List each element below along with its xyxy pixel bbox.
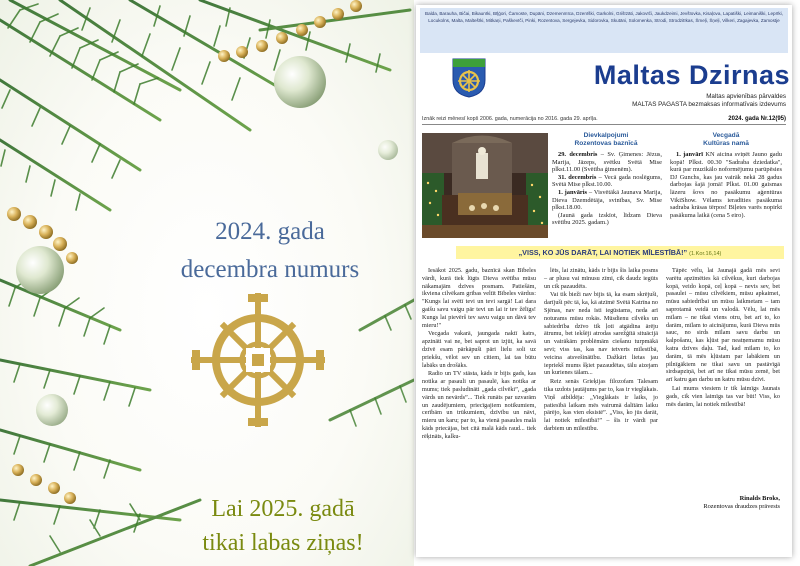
- headline-text: „VISS, KO JŪS DARĀT, LAI NOTIEK MĪLESTĪBĀ!”: [518, 248, 688, 257]
- masthead-subtitle2: MALTAS PAGASTA bezmaksas informatīvais izdevums: [632, 101, 786, 108]
- masthead-subtitle1: Maltas apvienības pārvaldes: [706, 93, 786, 100]
- mill-wheel-emblem: [188, 290, 328, 430]
- church-column-heading: [548, 132, 664, 148]
- article-paragraph: Radio un TV stāsta, kāds ir bijis gads, kas notika ar pasauli un pasaulē, kas notika ar mums; tiek pasludināti „gada cilvēki”, „gada vārds un nevārds”... Tiek runāts par uzvarām un zaudējumiem, priecīgajiem notikumiem, cerībām un trūkumiem, dzīvību un nāvi, mieru un karu; par to, ka vienā pasaules malā kāds priecājas, bet citā malā kāds raud... tiek rēķināts, kalku-: [422, 370, 536, 440]
- culture-column-heading: [666, 132, 786, 148]
- article-paragraph: Vai tik bieži nav bijis tā, ka esam skrējuši, darījuši pēc tā, ka, kā atzīmē Svētā Katrīna no Sjēnas, nav neda īsti iegūstams, neda arī noturams mūsu rokās. Mūsdienu cilvēks un sabiedrība dzīvo tik ļoti atgādina ārēju ātrumu, bet iekšēji atrodas sarežģītā situācijā un vairākām problēmām ciešanu turpmākā sevi; viss tas, kas nav ietverts mīlestībā, veicina atsvešinātību. Dažkārt lietas jau iepriekš mums šķiet pazaudētas, tālu aizejam un kurienes tālam...: [544, 291, 658, 377]
- signature-role: Rozentovas draudzes prāvests: [703, 503, 780, 510]
- church-heading-line1: Dievkalpojumi: [583, 132, 629, 139]
- church-date-2: 31. decembris: [558, 173, 597, 181]
- article-headline: [456, 246, 784, 259]
- church-text-1: – Sv. Ģimenes: Jēzus, Marija, Jāzeps, svētku Svētā Mise plkst.11.00 (Svētība ģimenēm).: [552, 151, 662, 174]
- new-year-wish-line1: Lai 2025. gadā: [211, 496, 355, 522]
- newspaper-front-page: [416, 5, 792, 557]
- church-heading-line2: Rozentovas baznīcā: [574, 140, 638, 147]
- issue-title-line1: 2024. gada: [215, 218, 325, 245]
- church-text-4: (Jaunā gada izskīot, līdzam Dieva svētību 2025. gadam.): [552, 211, 662, 227]
- issue-info-bar: [422, 116, 786, 125]
- article-paragraph: lēts, lai zinātu, kāds ir bijis šis laika posms – ar plusu vai mīnusu zīmi, cik daudz iegūts un cik pazaudēts.: [544, 267, 658, 290]
- article-paragraph: Lai mums viesiem ir tik laimīgs Jaunais gads, cik vien laimīgs tas var būt! Viss, ko mēs darām, lai notiek mīlestībā!: [666, 384, 780, 408]
- masthead-title: Maltas Dzirnas: [593, 60, 790, 90]
- issue-number: 2024. gada Nr.12(95): [728, 116, 786, 122]
- issue-title-line2: decembra numurs: [180, 256, 360, 283]
- municipal-crest-icon: [452, 58, 486, 98]
- church-date-1: 29. decembris: [558, 151, 598, 158]
- culture-heading-line1: Vecgadā: [712, 132, 740, 139]
- church-nativity-photo: [422, 133, 548, 238]
- new-year-wish-line2: tikai labas ziņas!: [202, 530, 364, 556]
- church-text-3: – Visvētākā Jaunava Marija, Dieva Dzemdētāja, svinības, Sv. Mise plkst.18.00.: [552, 188, 663, 212]
- article-paragraph: Tāpēc vēlu, lai Jaunajā gadā mēs sevi varētu apzīmēties kā cilvēkus, kuri darbojas kopā, veido kopā, ceļ kopā – nevis sev, bet pasaulei – mūsu cilvēkiem, mūsu apkaimei, mūsu sabiedrībai un mūsu laikmetam – tam saprotamā veidā un valodā. Vēlu, lai mēs mīlam – ne tikai viens otru, bet arī to, ko darām, mīlam to aicinājumu, kurā Dieva mūs sauc, no sirds mīlam savu darbu un kalpošanu, kas kļūst par neatņemamu mūsu katra dzīves daļu. Tad, kad mīlam to, ko darām, tā mēs kļūstam par labākiem un pilnīgākiem ne tikai savu un pastāvīgā sirdsapziņā, bet arī ne tikai mūsu zemē, bet arī katru gan darbu un katru mūsu dzīvi.: [666, 267, 780, 384]
- headline-reference: (1.Kor.16,14): [689, 251, 722, 257]
- village-list-banner: Balda, Barauha, Bičai, Bikaunīki, Bīļģori, Čamoste, Dupāni, Dzemenmīca, Dzenīški, Garkolni, Grišīzāti, Jakovīči, Jaukdzeimi, Jevšīovka, Kisaļova, Lapatiški, Leimaniški, Leprīki, Locukolns, Malta, Maltešīki, Mitkaņi, Paškevīči, Pinki, Rozentova, Sergejevka, Sidorovka, Skutāni, Solomenka, Strodi, Strodzitīkas, Šmeļi, Šņeļi, Vilkeri, Zagajevka, Zamostje: [420, 8, 788, 53]
- article-paragraph: Iesākot 2025. gadu, baznīcā skan Bībeles vārdi, kurā tiek lūgts Dieva svētība mūsu nākamajām dzīves posmam. Patiešām, ikviena cilvēkam gribas veltīt Bībeles vārdus: "Kungs lai svētī tevi un tevi sargā! Lai dara gaišu savu vaigu pār tevi un lai ir tev žēlīgs! Kungs lai pievērš tev savu vaigu un dāvā tev mieru!": [422, 267, 536, 329]
- culture-date-1: 1. janvārī: [676, 151, 704, 158]
- article-signature: [666, 495, 780, 511]
- culture-heading-line2: Kultūras namā: [703, 140, 749, 147]
- article-column-2: [544, 267, 658, 434]
- article-column-1: [422, 267, 536, 442]
- church-text-2: – Vecā gada noslēgums, Svētā Mise plkst.10.00.: [552, 173, 662, 189]
- signature-name: Rinalds Broks,: [739, 495, 780, 502]
- article-paragraph: Vecgada vakarā, jaungada naktī katrs, apzināti vai ne, bet saprot un izjūt, ka savā dzīvē esam pārkāpuši pāri lielu soli uz priekšu, vēlot sev un citiem, lai tas būtu labāks un drošāks.: [422, 330, 536, 369]
- church-services-text: [552, 151, 662, 227]
- culture-text-1: KN aicina sviņēt Jauno gadu kopā! Plkst. 00.30 "Sadraba dziedatka", kurā par muzikālo noformējumu parūpēsies DJ Gunchs, kas jau vairāk nekā 28 gadus darbojas šajā jomā! Plkst. 01.00 gaismas lāzeru šovs no pasākumu aģentūras VikiShow. Vēlams ieradīties pasākuma sadraba krāsas tērpos! Biļetes varēs nopirkt pasākuma laikā (cena 5 eiro).: [670, 151, 782, 219]
- article-column-3: [666, 267, 780, 409]
- culture-event-text: [670, 151, 782, 219]
- church-date-3: 1. janvāris: [558, 188, 588, 196]
- issue-info: Iznāk reizi mēnesī kopš 2006. gada, numerācija no 2016. gada 29. aprīļa.: [422, 116, 598, 122]
- article-paragraph: Reiz senās Grieķijas filozofam Talesam tika uzdots jautājums par to, kas ir vieglākais. Viņš atbildēja: „Vieglākais ir laiks, jo patiesībā laikam mēs vairumā dalītām laiku pārējo, kas vien eksistē”. „Viss, ko jūs darāt, lai notiek mīlestībā!” – šīs ir vārdi par darbiem un mīlestību.: [544, 378, 658, 432]
